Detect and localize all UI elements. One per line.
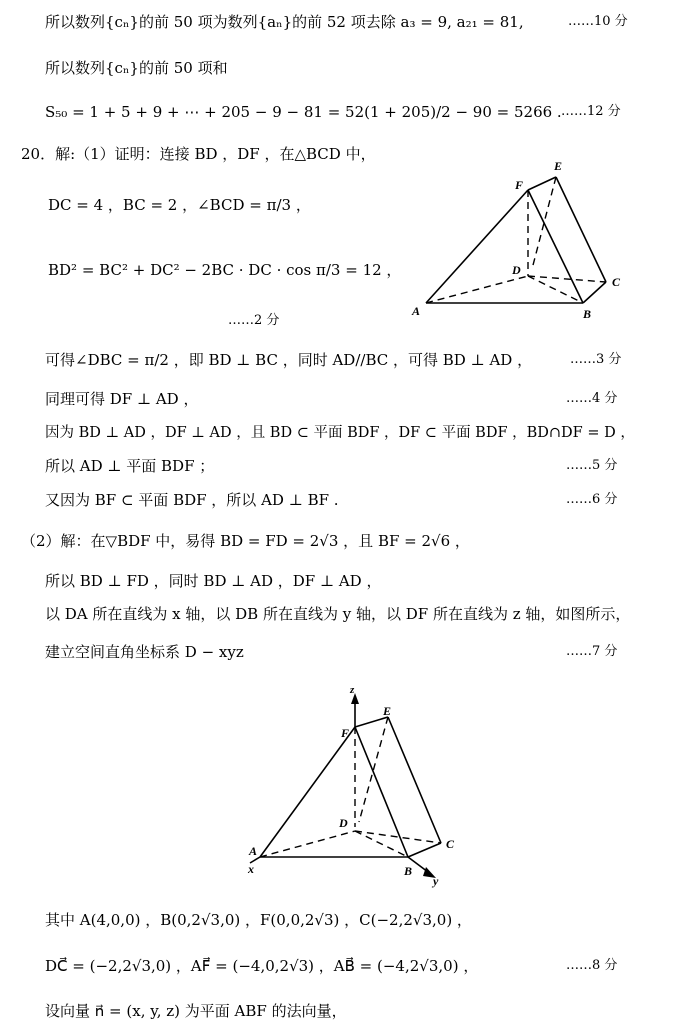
score-4: ……4 分 xyxy=(566,391,618,406)
text-line-9: 因为 BD ⊥ AD ，DF ⊥ AD ，且 BD ⊂ 平面 BDF ，DF ⊂ 平面 BDF ，BD∩DF = D ， xyxy=(45,425,635,441)
label-f: F xyxy=(515,178,524,192)
score-12: ……12 分 xyxy=(561,104,621,119)
label-b: B xyxy=(404,864,413,878)
label-a: A xyxy=(249,844,258,858)
label-y-axis: y xyxy=(433,874,439,888)
label-f: F xyxy=(341,726,350,740)
label-a: A xyxy=(412,304,421,318)
label-c: C xyxy=(446,837,455,851)
text-line-13: 所以 BD ⊥ FD ，同时 BD ⊥ AD ，DF ⊥ AD ， xyxy=(45,572,382,590)
sum-formula: S₅₀ = 1 + 5 + 9 + ⋯ + 205 − 9 − 81 = 52(1 + 205)/2 − 90 = 5266 . xyxy=(45,103,562,121)
label-z-axis: z xyxy=(350,685,355,696)
part-2-heading: （2）解：在▽BDF 中，易得 BD = FD = 2√3 ，且 BF = 2√6 ， xyxy=(21,532,470,550)
text-line-1: 所以数列{cₙ}的前 50 项为数列{aₙ}的前 52 项去除 a₃ = 9, a₂₁ = 81, xyxy=(45,13,524,31)
label-b: B xyxy=(583,307,592,321)
score-10: ……10 分 xyxy=(568,14,628,29)
score-7: ……7 分 xyxy=(566,644,618,659)
label-d: D xyxy=(339,816,348,830)
label-x-axis: x xyxy=(248,862,254,876)
score-6: ……6 分 xyxy=(566,492,618,507)
label-d: D xyxy=(512,263,521,277)
cosine-law: BD² = BC² + DC² − 2BC · DC · cos π/3 = 12 ， xyxy=(48,261,402,279)
label-e: E xyxy=(554,159,563,173)
geometry-figure-2 xyxy=(240,685,460,890)
question-20-heading: 20．解:（1）证明：连接 BD ，DF ，在△BCD 中， xyxy=(21,145,376,163)
text-line-15: 建立空间直角坐标系 D − xyz xyxy=(45,643,244,661)
text-line-7: 可得∠DBC = π/2 ，即 BD ⊥ BC ，同时 AD//BC ，可得 BD ⊥ AD ， xyxy=(45,351,533,369)
score-8: ……8 分 xyxy=(566,958,618,973)
text-line-2: 所以数列{cₙ}的前 50 项和 xyxy=(45,59,228,77)
given-values: DC = 4 ，BC = 2 ，∠BCD = π/3 ， xyxy=(48,196,311,214)
geometry-figure-1 xyxy=(410,155,630,325)
coordinates-line: 其中 A(4,0,0) ，B(0,2√3,0) ，F(0,0,2√3) ，C(−2,2√3,0) ， xyxy=(45,911,472,929)
text-line-10: 所以 AD ⊥ 平面 BDF ； xyxy=(45,457,215,475)
score-2: ……2 分 xyxy=(228,313,280,328)
text-line-11: 又因为 BF ⊂ 平面 BDF ，所以 AD ⊥ BF . xyxy=(45,491,339,509)
label-c: C xyxy=(612,275,621,289)
score-5: ……5 分 xyxy=(566,458,618,473)
label-e: E xyxy=(383,704,392,718)
text-line-8: 同理可得 DF ⊥ AD ， xyxy=(45,390,199,408)
text-line-14: 以 DA 所在直线为 x 轴，以 DB 所在直线为 y 轴，以 DF 所在直线为 z 轴，如图所示， xyxy=(45,605,631,623)
normal-vector-line: 设向量 n⃗ = (x, y, z) 为平面 ABF 的法向量， xyxy=(45,1002,347,1020)
vectors-line: DC⃗ = (−2,2√3,0) ，AF⃗ = (−4,0,2√3) ，AB⃗ = (−4,2√3,0) ， xyxy=(45,957,479,975)
score-3: ……3 分 xyxy=(570,352,622,367)
